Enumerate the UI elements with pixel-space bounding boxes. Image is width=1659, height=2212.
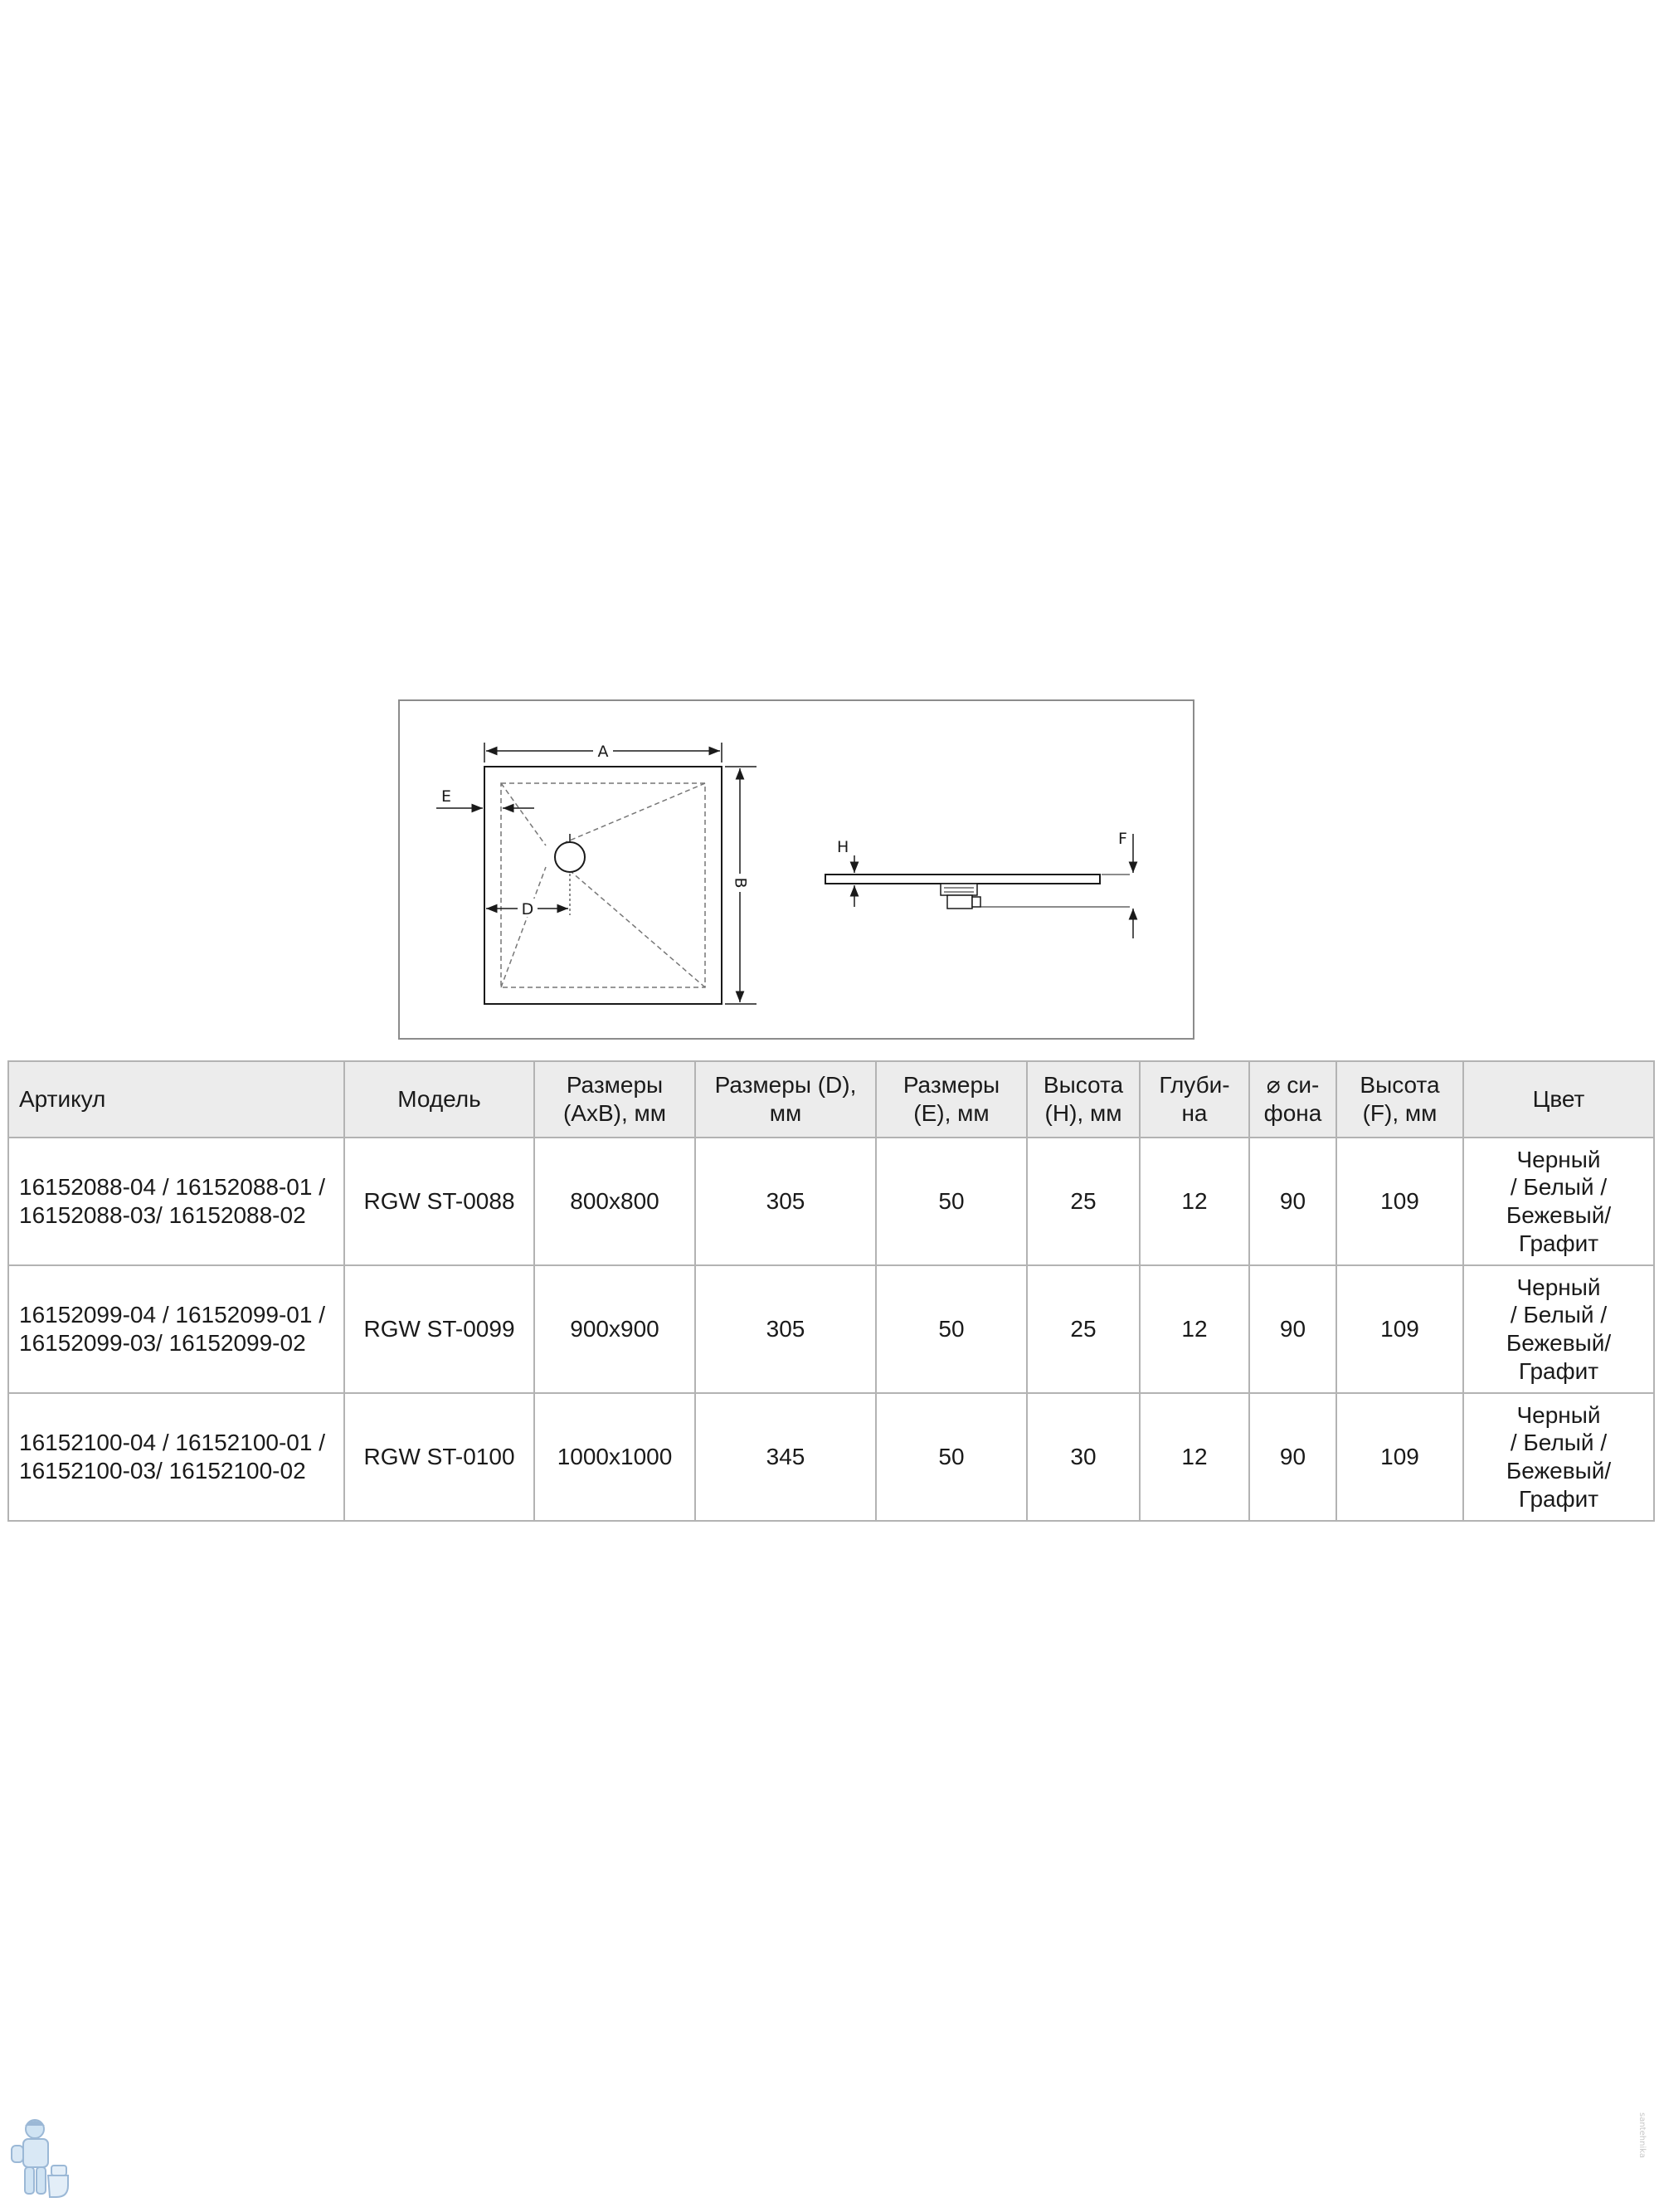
drain-circle xyxy=(555,842,585,872)
cell-height-h: 25 xyxy=(1027,1138,1140,1265)
cell-size-e: 50 xyxy=(876,1265,1027,1393)
header-height-h: Высота (H), мм xyxy=(1027,1061,1140,1138)
cell-color: Черный / Белый / Бежевый/ Графит xyxy=(1463,1265,1654,1393)
cell-size-d: 305 xyxy=(695,1138,876,1265)
watermark: santehnika xyxy=(1637,2112,1647,2158)
table-row xyxy=(8,1138,1654,1265)
header-height-f: Высота (F), мм xyxy=(1336,1061,1463,1138)
spec-table xyxy=(7,1060,1655,1522)
cell-siphon: 90 xyxy=(1249,1138,1336,1265)
cell-depth: 12 xyxy=(1140,1138,1249,1265)
tray-top-view xyxy=(484,767,722,1004)
cell-size-d: 345 xyxy=(695,1393,876,1521)
header-size-d: Размеры (D), мм xyxy=(695,1061,876,1138)
header-depth: Глуби- на xyxy=(1140,1061,1249,1138)
dimension-d-label: D xyxy=(521,900,534,918)
cell-article: 16152099-04 / 16152099-01 / 16152099-03/ 16152099-02 xyxy=(8,1265,344,1393)
header-article: Артикул xyxy=(8,1061,344,1138)
cell-height-h: 30 xyxy=(1027,1393,1140,1521)
dimension-b-label: B xyxy=(731,877,750,889)
cell-article: 16152100-04 / 16152100-01 / 16152100-03/ 16152100-02 xyxy=(8,1393,344,1521)
dimension-h-label: H xyxy=(837,838,849,856)
technical-drawing xyxy=(398,699,1194,1040)
drawing-svg xyxy=(400,701,1193,1038)
cell-siphon: 90 xyxy=(1249,1393,1336,1521)
header-siphon: ⌀ си- фона xyxy=(1249,1061,1336,1138)
cell-height-f: 109 xyxy=(1336,1393,1463,1521)
header-size-e: Размеры (E), мм xyxy=(876,1061,1027,1138)
plumber-icon xyxy=(7,2116,70,2204)
tray-inner-slope xyxy=(501,783,705,987)
tray-side-view xyxy=(825,875,1100,884)
cell-color: Черный / Белый / Бежевый/ Графит xyxy=(1463,1138,1654,1265)
cell-height-f: 109 xyxy=(1336,1265,1463,1393)
cell-model: RGW ST-0100 xyxy=(344,1393,534,1521)
cell-size-e: 50 xyxy=(876,1138,1027,1265)
table-header-row xyxy=(8,1061,1654,1138)
siphon-body xyxy=(941,884,977,895)
header-model: Модель xyxy=(344,1061,534,1138)
cell-color: Черный / Белый / Бежевый/ Графит xyxy=(1463,1393,1654,1521)
header-size-ab: Размеры (AxB), мм xyxy=(534,1061,695,1138)
cell-size-e: 50 xyxy=(876,1393,1027,1521)
cell-model: RGW ST-0088 xyxy=(344,1138,534,1265)
dimension-f-label: F xyxy=(1118,830,1127,848)
cell-size-ab: 900x900 xyxy=(534,1265,695,1393)
cell-article: 16152088-04 / 16152088-01 / 16152088-03/ 16152088-02 xyxy=(8,1138,344,1265)
cell-size-ab: 1000x1000 xyxy=(534,1393,695,1521)
cell-height-f: 109 xyxy=(1336,1138,1463,1265)
cell-depth: 12 xyxy=(1140,1265,1249,1393)
cell-size-d: 305 xyxy=(695,1265,876,1393)
cell-siphon: 90 xyxy=(1249,1265,1336,1393)
plumber-logo xyxy=(7,2116,70,2208)
cell-size-ab: 800x800 xyxy=(534,1138,695,1265)
cell-model: RGW ST-0099 xyxy=(344,1265,534,1393)
cell-height-h: 25 xyxy=(1027,1265,1140,1393)
table-row xyxy=(8,1393,1654,1521)
cell-depth: 12 xyxy=(1140,1393,1249,1521)
table-row xyxy=(8,1265,1654,1393)
header-color: Цвет xyxy=(1463,1061,1654,1138)
dimension-a-label: A xyxy=(597,743,609,761)
dimension-e-label: E xyxy=(441,787,452,806)
